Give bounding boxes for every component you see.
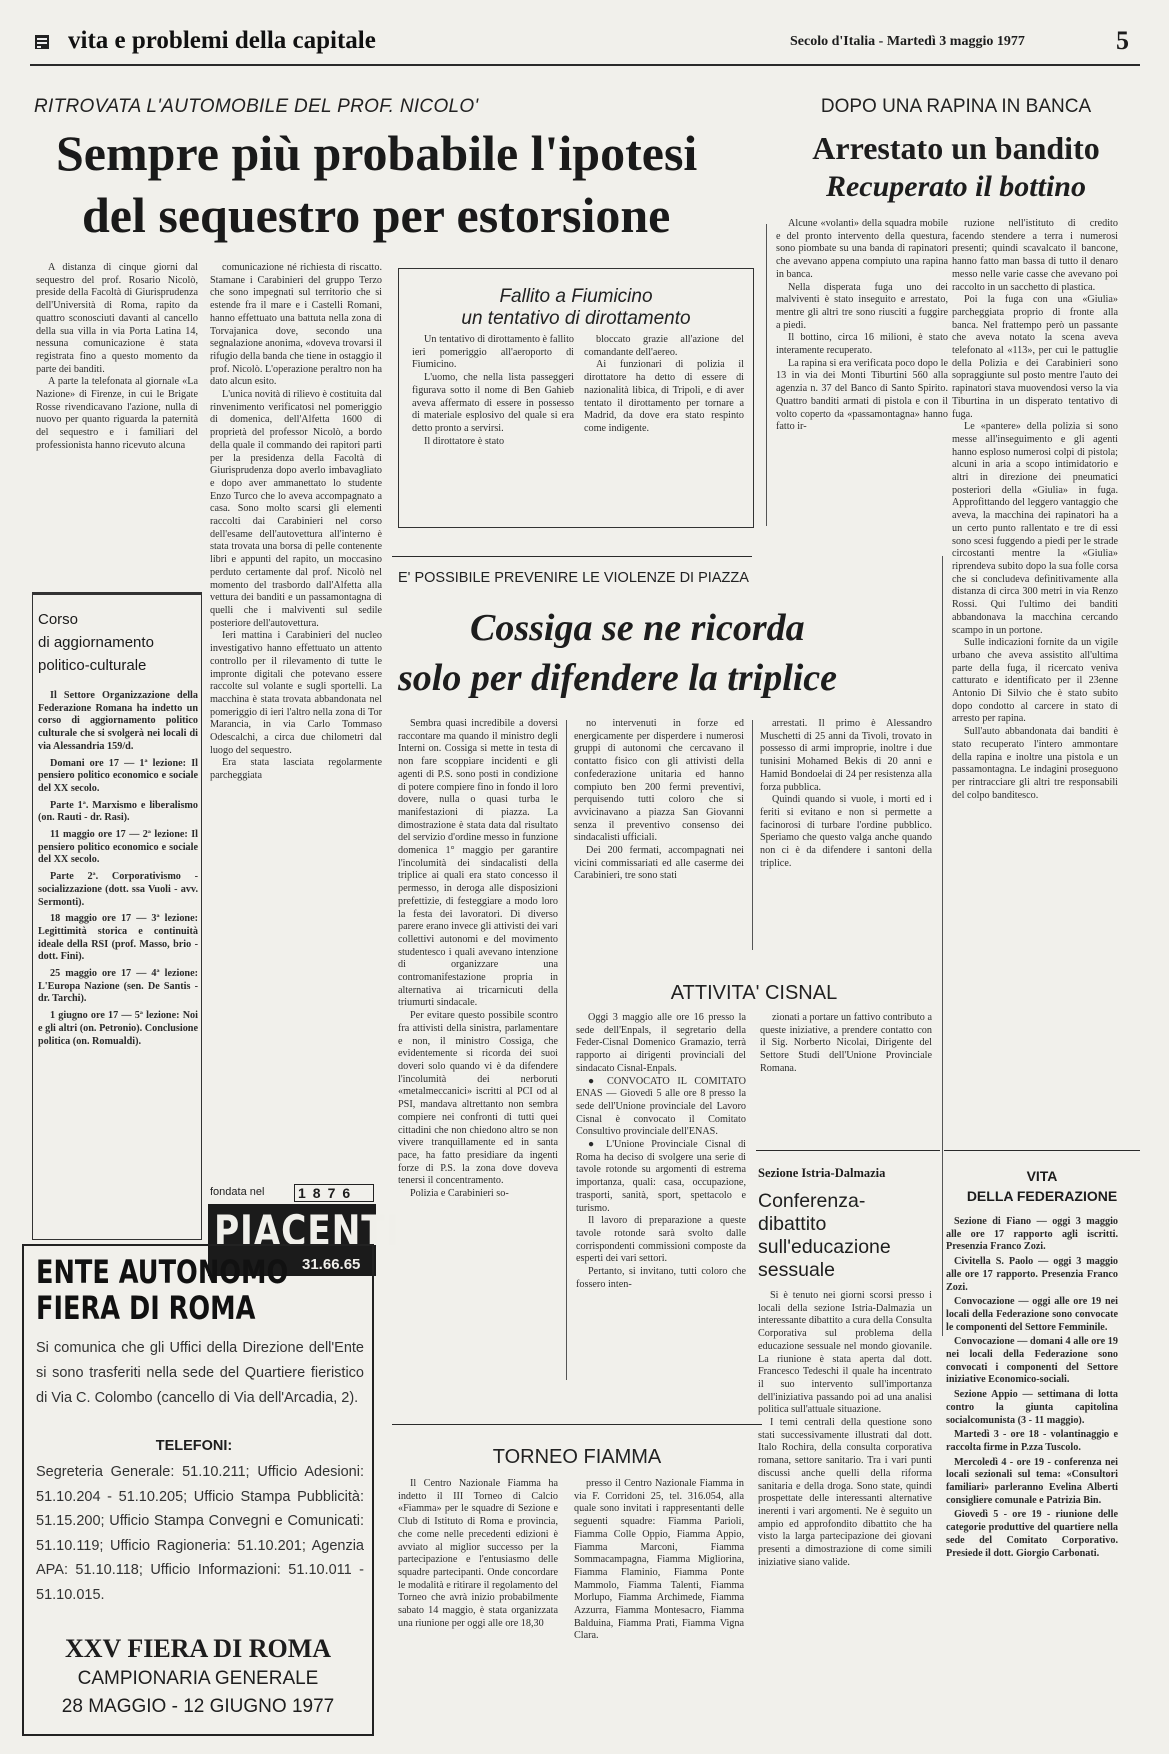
corso-body: [38, 690, 198, 1238]
section-title: vita e problemi della capitale: [68, 27, 376, 54]
rapina-column-1: [776, 218, 948, 534]
paragraph: La rapina si era verificata poco dopo le 13 in via dei Monti Tiburtini 560 alla agenzia n. 37 del Banco di Santo Spirito. Quattro banditi armati di pistola e con il volto coperto da «passamontagna» hanno fatto ir-: [776, 357, 948, 433]
torneo-column-2: [574, 1478, 744, 1740]
paragraph: Ai funzionari di polizia il dirottatore ha detto di essere di nazionalità libica, di Tripoli, e di aver tentato il dirottamento per tornare a Madrid, da dove era stato respinto come indigente.: [584, 359, 744, 434]
ente-fiera-type: CAMPIONARIA GENERALE: [77, 1668, 319, 1689]
rapina-headline: Arrestato un bandito: [812, 130, 1100, 166]
ente-fiera-name: XXV FIERA DI ROMA: [64, 1634, 332, 1663]
cisnal-title: ATTIVITA' CISNAL: [670, 982, 838, 1004]
paper-date: Secolo d'Italia - Martedì 3 maggio 1977: [790, 34, 1025, 49]
paragraph: Le «pantere» della polizia si sono messe all'inseguimento e gli agenti hanno esploso numerosi colpi di pistola; alcuni in aria a scopo intimidatorio e altri in direzione dei pneumatici posteriori della «Giulia» in fuga. Approfittando del leggero vantaggio che aveva, la macchina dei rapinatori ha a un certo punto rallentato e tre di essi sono scesi fuggendo a piedi per le strade circostanti mentre la «Giulia» riprendeva subito dopo la sua folle corsa che si concludeva definitivamente alla distanza di circa 300 metri in via Renzo Rossi. Qui l'ultimo dei banditi abbandonava la macchina cercando scampo in un portone.: [952, 421, 1118, 636]
cisnal-column-2: [760, 1012, 932, 1112]
paragraph: Oggi 3 maggio alle ore 16 presso la sede dell'Enpals, il segretario della Feder-Cisnal Domenico Gramazio, terrà rapporto ai dirigenti provinciali del sindacato Cisnal-Enpals.: [576, 1012, 746, 1074]
list-item: Domani ore 17 — 1ª lezione: Il pensiero politico economico e sociale del XX secolo.: [38, 757, 198, 794]
paragraph: Il Centro Nazionale Fiamma ha indetto il III Torneo di Calcio «Fiamma» per le squadre di Sezione e Club di Istituto di Roma e provincia, che come nelle precedenti edizioni è avviato al miglior successo per la partecipazione e l'entusiasmo delle squadre partecipanti. Onde concordare le modalità e ritirare il regolamento del Torneo che avrà inizio probabilmente sabato 14 maggio, è stata organizzata una riunione per oggi alle ore 18,30: [398, 1478, 558, 1629]
list-item: Convocazione — oggi alle ore 19 nei locali della Federazione sono convocate le componenti del Settore Femminile.: [946, 1296, 1118, 1333]
list-item: Parte 1ª. Marxismo e liberalismo (on. Rauti - dr. Rasi).: [38, 799, 198, 824]
page-header: [30, 24, 1140, 64]
ente-title-2: FIERA DI ROMA: [36, 1289, 256, 1327]
paragraph: presso il Centro Nazionale Fiamma in via F. Corridoni 25, tel. 316.054, alla quale sono invitati i rappresentanti delle seguenti squadre: Fiamma Parioli, Fiamma Colle Oppio, Fiamma Appio, Fiamma Marconi, Fiamma Sommacampagna, Fiamma Migliorina, Fiamma Flaminio, Fiamma Ponte Mammolo, Fiamma Talenti, Fiamma Morlupo, Fiamma Archimede, Fiamma Azzurra, Fiamma Montesacro, Fiamma Balduina, Fiamma Prati, Fiamma Vigna Clara.: [574, 1478, 744, 1642]
corso-title: Corso di aggiornamento politico-culturale: [38, 611, 154, 674]
cossiga-kicker: E' POSSIBILE PREVENIRE LE VIOLENZE DI PIAZZA: [398, 570, 749, 586]
list-item: Convocazione — domani 4 alle ore 19 nei locali della Federazione sono convocati i componenti del Settore iniziative Economico-sociali.: [946, 1336, 1118, 1386]
paragraph: ruzione nell'istituto di credito facendo stendere a terra i numerosi presenti; quindi scavalcato il bancone, hanno fatto man bassa di tutto il denaro messo nelle varie casse che avevano poi raccolto in un sacchetto di plastica.: [952, 218, 1118, 293]
paragraph: Pertanto, si invitano, tutti coloro che fossero inten-: [576, 1266, 746, 1290]
paragraph: Il bottino, circa 16 milioni, è stato interamente recuperato.: [776, 332, 948, 357]
list-item: 1 giugno ore 17 — 5ª lezione: Noi e gli altri (on. Petronio). Conclusione politica (on. Romualdi).: [38, 1010, 198, 1047]
paragraph: Ieri mattina i Carabinieri del nucleo investigativo hanno effettuato un attento controllo per il rilevamento di tutte le impronte digitali che potevano essere raccolte sul volante e sugli sportelli. La macchina è stata trovata abbandonata nel pomeriggio di ieri l'altro nella zona di Tor Marancia, in via Carlo Tommaso Odescalchi, a circa due chilometri dal luogo del sequestro.: [210, 630, 382, 756]
paragraph: Polizia e Carabinieri so-: [410, 1188, 509, 1200]
list-item: 18 maggio ore 17 — 3ª lezione: Legittimità storica e continuità ideale della RSI (prof. Masso, brio - dott. Fini).: [38, 913, 198, 963]
rapina-kicker: DOPO UNA RAPINA IN BANCA: [820, 96, 1092, 117]
lead-kicker: RITROVATA L'AUTOMOBILE DEL PROF. NICOLO': [34, 96, 479, 117]
paragraph: Il dirottatore è stato: [424, 435, 505, 447]
paragraph: Alcune «volanti» della squadra mobile e del pronto intervento della questura, sono piombate su una banda di rapinatori che avevano appena compiuto una rapina in banca.: [776, 218, 948, 280]
ente-body: Si comunica che gli Uffici della Direzione dell'Ente si sono trasferiti nella sede del Quartiere fieristico di Via C. Colombo (cancello di Via dell'Arcadia, 2).: [36, 1340, 364, 1406]
lead-headline-2: del sequestro per estorsione: [82, 187, 671, 243]
paragraph: ● L'Unione Provinciale Cisnal di Roma ha deciso di svolgere una serie di tavole rotonde su argomenti di estrema importanza, quali: casa, occupazione, trasporti, sanità, sport, spettacolo e turismo.: [576, 1139, 746, 1214]
paragraph: Nella disperata fuga uno dei malviventi è stato inseguito e arrestato, mentre gli altri tre sono riusciti a fuggire a piedi.: [776, 281, 948, 331]
ente-fiera-dates: 28 MAGGIO - 12 GIUGNO 1977: [61, 1696, 335, 1717]
cossiga-column-3: [760, 718, 932, 946]
cossiga-column-1: [398, 718, 558, 1380]
cossiga-column-2: [574, 718, 744, 946]
cossiga-headline-1: Cossiga se ne ricorda: [470, 607, 805, 649]
list-item: Il Settore Organizzazione della Federazione Romana ha indetto un corso di aggiornamento politico culturale che si svolgerà nei locali di via Alessandria 159/d.: [38, 690, 198, 752]
torneo-title: TORNEO FIAMMA: [492, 1446, 662, 1468]
ente-phones-body: Segreteria Generale: 51.10.211; Ufficio Adesioni: 51.10.204 - 51.10.205; Ufficio Stampa Pubblicità: 51.15.200; Ufficio Stampa Convegni e Comunicati: 51.10.119; Ufficio Ragioneria: 51.10.201; Agenzia APA: 51.10.118; Ufficio Informazioni: 51.10.011 - 51.10.015.: [36, 1464, 364, 1603]
paragraph: Sull'auto abbandonata dai banditi è stato recuperato l'intero ammontare della rapina e inoltre una pistola e un passamontagna. Le indagini proseguono per rintracciare gli altri tre responsabili del colpo banditesco.: [952, 726, 1118, 801]
column-rule: [752, 720, 753, 950]
list-item: Civitella S. Paolo — oggi 3 maggio alle ore 17 rapporto. Presenzia Franco Zozi.: [946, 1256, 1118, 1293]
lead-headline-1: Sempre più probabile l'ipotesi: [56, 125, 698, 181]
paragraph: zionati a portare un fattivo contributo a queste iniziative, a prendere contatto con il Sig. Norberto Nicolai, Dirigente del Settore Studi dell'Unione Provinciale Romana.: [760, 1012, 932, 1074]
list-item: Giovedì 5 - ore 19 - riunione delle categorie produttive del quartiere nella sede del Comitato Corporativo. Presiede il dott. Giorgio Carbonati.: [946, 1509, 1118, 1559]
lead-column-1: [36, 262, 198, 572]
cossiga-top-rule: [392, 556, 752, 557]
fiumicino-column-2: [584, 334, 744, 520]
paragraph: arrestati. Il primo è Alessandro Muschetti di 25 anni da Tivoli, trovato in possesso di armi improprie, inoltre i due tunisini Mohamed Bekis di 20 anni e Hamid Bondoelai di 24 per resistenza alla forza pubblica.: [760, 718, 932, 793]
paragraph: Quindi quando si vuole, i morti ed i feriti si evitano e non si permette a facinorosi di turbare l'ordine pubblico. Speriamo che questo valga anche quando non ci è da difendere i santoni della triplice.: [760, 794, 932, 869]
list-item: Sezione di Fiano — oggi 3 maggio alle ore 17 rapporto agli iscritti. Presenzia Franco Zozi.: [946, 1216, 1118, 1253]
piacenti-phone: 31.66.65: [302, 1256, 361, 1273]
paragraph: Sembra quasi incredibile a doversi raccontare ma quando il ministro degli Interni on. Cossiga si mette in testa di non fare scoppiare incidenti e gli agenti di P.S. sono posti in condizione di potere compiere fino in fondo il loro dovere, nulla o quasi turba le manifestazioni di piazza. La dimostrazione è stata data dal risultato del servizio d'ordine messo in funzione domenica 1° maggio per garantire l'incolumità dei sindacalisti della triplice ai quali era stato concesso il permesso, in deroga alle disposizioni prefettizie, di festeggiare a modo loro la festa dei lavoratori. Di diverso parere erano invece gli attivisti dei vari collettivi autonomi e del movimento studentesco i quali avevano intenzione di organizzare una contromanifestazione propria in alternativa ai tricarnicuti della triumurti sindacale.: [398, 718, 558, 1009]
paragraph: Un tentativo di dirottamento è fallito ieri pomeriggio all'aeroporto di Fiumicino.: [412, 334, 574, 371]
fiumicino-title-1: Fallito a Fiumicino: [499, 286, 653, 307]
column-rule: [942, 556, 943, 1336]
rapina-subhead: Recuperato il bottino: [825, 170, 1086, 203]
piacenti-brand: PIACENTI: [214, 1206, 400, 1255]
column-rule: [766, 224, 767, 526]
cossiga-headline-2: solo per difendere la triplice: [398, 657, 838, 699]
paragraph: Era stata lasciata regolarmente parcheggiata: [210, 757, 382, 782]
paragraph: Per evitare questo possibile scontro fra attivisti della sinistra, parlamentare e non, il ministro Cossiga, che evidentemente si ricorda dei suoi doveri solo quando vi è da difendere l'incolumità dei nerboruti «metalmeccanici» iscritti al PCI od al PSI, mandava altrettanto non sembra compiere nei confronti di tutti quei cittadini che non chiedono altro se non vivere tranquillamente ed in santa pace, ha fatto presidiare da ingenti forze di P.S. la zona dove doveva tenersi il concentramento.: [398, 1010, 558, 1187]
list-item: Sezione Appio — settimana di lotta contro la giunta capitolina socialcomunista (3 - 11 maggio).: [946, 1389, 1118, 1426]
column-rule: [566, 720, 567, 1380]
federazione-title-1: VITA: [1026, 1168, 1058, 1184]
paragraph: comunicazione né richiesta di riscatto. Stamane i Carabinieri del gruppo Terzo che sono impegnati sul territorio che si estende fra il mare e i Castelli Romani, hanno effettuato una battuta nella zona di Torvajanica dove, secondo una segnalazione anonima, «doveva trovarsi il rifugio della banda che tiene in ostaggio il prof. Nicolò. L'operazione peraltro non ha dato alcun esito.: [210, 262, 382, 388]
piacenti-founded-label: fondata nel: [210, 1186, 265, 1198]
istria-top-rule: [756, 1150, 940, 1151]
istria-body: [758, 1290, 932, 1740]
lead-column-2: [210, 262, 382, 1270]
cisnal-column-1: [576, 1012, 746, 1392]
federazione-title-2: DELLA FEDERAZIONE: [966, 1188, 1118, 1204]
fiumicino-column-1: [412, 334, 574, 520]
torneo-top-rule: [392, 1424, 762, 1425]
paragraph: Dei 200 fermati, accompagnati nei vicini commissariati ed alle caserme dei Carabinieri, tre sono stati: [574, 845, 744, 882]
piacenti-year: 1876: [298, 1185, 358, 1201]
paragraph: Il lavoro di preparazione a queste tavole rotonde sarà svolto dalle corrispondenti commissioni composte da esperti dei vari settori.: [576, 1215, 746, 1265]
paragraph: Poi la fuga con una «Giulia» parcheggiata proprio di fronte alla banca. Nel frattempo però un passante che aveva notato la scena aveva telefonato al «113», per cui le pattuglie della Polizia e dei Carabinieri sono sopraggiunte sul posto mentre l'auto dei rapinatori stava muovendosi verso la via Tiburtina in un disperato tentativo di fuga.: [952, 294, 1118, 420]
paragraph: A parte la telefonata al giornale «La Nazione» di Firenze, in cui le Brigate Rosse rivendicavano l'azione, nulla di nuovo per quanto riguarda la paternità del sequestro e i familiari del professionista hanno ricevuto alcuna: [36, 376, 198, 451]
list-item: Mercoledì 4 - ore 19 - conferenza nei locali sezionali sul tema: «Consultori familiari» parleranno Evelina Alberti consigliere comunale e Patrizia Bin.: [946, 1456, 1118, 1506]
paragraph: ● CONVOCATO IL COMITATO ENAS — Giovedì 5 alle ore 8 presso la sede dell'Unione provinciale del Lavoro Cisnal è convocato il Comitato Consultivo provinciale dell'ENAS.: [576, 1075, 746, 1138]
paragraph: A distanza di cinque giorni dal sequestro del prof. Rosario Nicolò, preside della Facoltà di Giurisprudenza dell'Università di Roma, rapito da quattro sconosciuti davanti al cancello della sua villa in via Porta Latina 14, nessuna comunicazione è stata registrata fino a questo momento da parte dei banditi.: [36, 262, 198, 375]
torneo-column-1: [398, 1478, 558, 1740]
istria-kicker: Sezione Istria-Dalmazia: [758, 1166, 886, 1180]
list-item: Martedì 3 - ore 18 - volantinaggio e raccolta firme in P.zza Tuscolo.: [946, 1429, 1118, 1453]
page-number: 5: [1116, 26, 1129, 55]
fiumicino-title-2: un tentativo di dirottamento: [461, 308, 691, 329]
section-emblem-icon: [34, 34, 50, 50]
ente-title-1: ENTE AUTONOMO: [36, 1253, 289, 1291]
paragraph: L'uomo, che nella lista passeggeri figurava sotto il nome di Ben Gahieb aveva affermato di essere in possesso di materiale esplosivo del quale si era detto pronto a servirsi.: [412, 372, 574, 434]
paragraph: Sulle indicazioni fornite da un vigile urbano che aveva assistito all'ultima parte della fuga, il ricercato veniva catturato e identificato per il 23enne Antonio Di Silvio che è stato subito dopo condotto al carcere in stato di arresto per rapina.: [952, 637, 1118, 725]
list-item: Parte 2ª. Corporativismo - socializzazione (dott. ssa Vuoli - avv. Sermonti).: [38, 871, 198, 908]
paragraph: I temi centrali della questione sono stati successivamente illustrati dal dott. Italo Rochira, della consulta corporativa romana, settore sanitario. Tra i vari punti discussi anche quelli della riforma sanitaria e della droga. Sono state, quindi prospettate delle interessanti alternative inerenti i vari argomenti. Ne è seguito un ampio ed approfondito dibattito che ha visto la larga partecipazione dei giovani presenti a dimostrazione di come simili iniziative siano valide.: [758, 1417, 932, 1568]
federazione-body: [946, 1216, 1118, 1740]
header-rule: [30, 64, 1140, 66]
paragraph: Si è tenuto nei giorni scorsi presso i locali della sezione Istria-Dalmazia un interessante dibattito a cura della Consulta Corporativa sul problema della educazione sessuale nel mondo giovanile. La riunione è stata aperta dal dott. Francesco Tedeschi il quale ha incentrato il suo intervento sull'importanza dell'iniziativa passando poi ad una analisi politica sull'attuale situazione.: [758, 1290, 932, 1416]
list-item: 25 maggio ore 17 — 4ª lezione: L'Europa Nazione (sen. De Santis - dr. Tarchi).: [38, 968, 198, 1005]
ente-phones-title: TELEFONI:: [155, 1438, 233, 1454]
istria-title: Conferenza- dibattito sull'educazione sessuale: [758, 1190, 891, 1281]
paragraph: no intervenuti in forze ed energicamente per disperdere i numerosi gruppi di autonomi che cercavano il contatto fisico con gli attivisti della confederazione unitaria ed hanno compiuto ben 200 fermi preventivi, perquisendo tutti coloro che si avvicinavano a piazza San Giovanni senza il preventivo consenso dei sindacalisti ufficiali.: [574, 718, 744, 844]
paragraph: bloccato grazie all'azione del comandante dell'aereo.: [584, 334, 744, 358]
federazione-top-rule: [944, 1150, 1140, 1151]
paragraph: L'unica novità di rilievo è costituita dal rinvenimento verificatosi nel pomeriggio di domenica, dell'Alfetta 1600 di proprietà del professor Nicolò, a bordo della quale il commando dei rapitori partì per la presidenza della Facoltà di Giurisprudenza dopo averlo imbavagliato e dopo aver ammanettato lo studente Enzo Turco che lo aveva accompagnato a casa. Sono molto scarsi gli elementi raccolti dai Carabinieri nel corso dell'esame dell'autovettura all'interno è stata trovata una borsa di pelle contenente libri e appunti del rapito, un moccasino perduto certamente dal prof. Nicolò nel momento del trasbordo dall'Alfetta alla vettura dei banditi e un passamontagna di quelli che i malviventi sul sedile posteriore dell'autovettura.: [210, 389, 382, 629]
list-item: 11 maggio ore 17 — 2ª lezione: Il pensiero politico economico e sociale del XX secolo.: [38, 829, 198, 866]
